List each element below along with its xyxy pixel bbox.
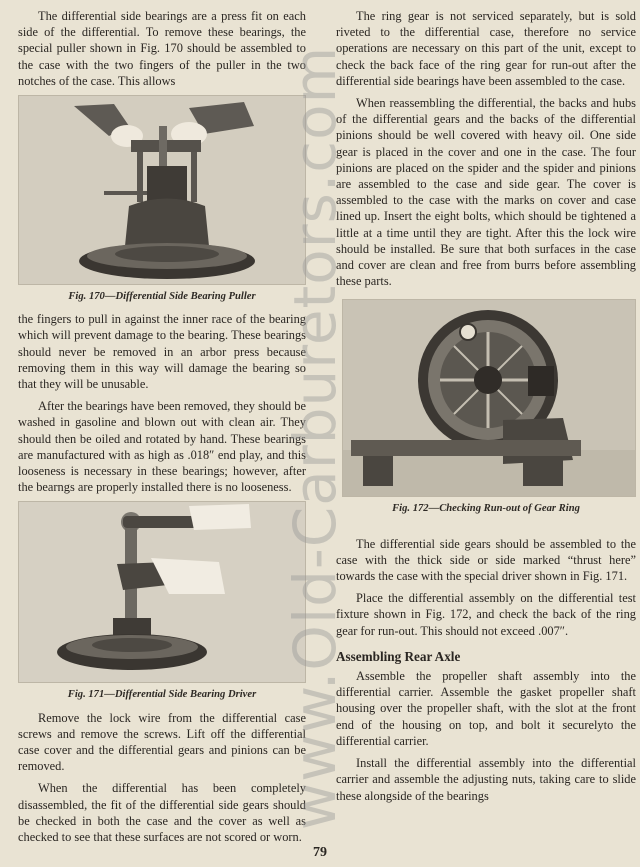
right-column <box>336 8 636 810</box>
paragraph: Assemble the propeller shaft assembly into the differential carrier. Assemble the gasket propeller shaft housing over the propeller shaft, with the slot at the front end of the housing on top, and bolt it securelyto the differential carrier. <box>336 669 636 748</box>
figure-170 <box>18 95 306 305</box>
figure-172 <box>336 299 636 517</box>
paragraph: The differential side bearings are a press fit on each side of the differential. To remove these bearings, the special puller shown in Fig. 170 should be assembled to the case with the two fingers of the puller in the two notches of the case. This allows <box>18 9 306 88</box>
paragraph: The ring gear is not serviced separately, but is sold riveted to the differential case, therefore no service operations are necessary on this part of the unit, except to check the back face of the ring gear for run-out after the differential side bearings have been assembled to the case. <box>336 9 636 88</box>
figure-caption: Fig. 170—Differential Side Bearing Puller <box>68 291 256 303</box>
paragraph: Remove the lock wire from the differential case screws and remove the screws. Lift off the differential case cover and the differential gears and pinions can be removed. <box>18 710 306 774</box>
paragraph: When the differential has been completely disassembled, the fit of the differential side gears should be checked in both the case and the cover as well as checked to see that these surfaces are not scored or worn. <box>18 781 306 845</box>
paragraph: When reassembling the differential, the backs and hubs of the differential gears and the backs of the differential pinions should be well covered with heavy oil. One side gear is placed in the cover and one in the case. The four pinions are placed on the spider and the spider and pinions are assembled to the case and side gear. The cover is assembled to the case with the marks on cover and case lined up. Insert the eight bolts, which should be tightened a little at a time until they are tight. After this the lock wire should be installed. Be sure that both surfaces in the case and cover are clean and free from burrs before assembling these parts. <box>336 96 636 289</box>
section-heading: Assembling Rear Axle <box>336 648 461 664</box>
figure-171 <box>18 501 306 703</box>
gear-ring-fixture-illustration <box>343 300 635 496</box>
bearing-puller-illustration <box>19 96 305 284</box>
figure-caption: Fig. 171—Differential Side Bearing Driver <box>67 689 257 701</box>
paragraph: The differential side gears should be assembled to the case with the thick side or side marked “thrust here” towards the case with the special driver shown in Fig. 171. <box>336 536 636 584</box>
bearing-driver-photo <box>18 501 306 683</box>
paragraph: the fingers to pull in against the inner race of the bearing which will prevent damage to the bearing. These bearings should never be removed in an arbor press because removing them in this way will damage the bearing so that they will be unusable. <box>18 312 306 392</box>
left-column <box>18 8 306 851</box>
bearing-puller-photo <box>18 95 306 285</box>
paragraph: After the bearings have been removed, they should be washed in gasoline and blown out with clean air. They should then be oiled and rotated by hand. These bearings are manufactured with as high as .018″ end play, and this looseness is necessary in these bearings; however, after the bearngs are properly installed there is no looseness. <box>18 399 306 495</box>
figure-caption: Fig. 172—Checking Run-out of Gear Ring <box>392 503 580 515</box>
watermark-text: www.Old-Carburetors.com <box>281 45 349 831</box>
run-out-check-photo <box>342 299 636 497</box>
page-number: 79 <box>313 845 327 860</box>
paragraph: Install the differential assembly into the differential carrier and assemble the adjusting nuts, taking care to slide these alongside of the bearings <box>336 756 636 803</box>
paragraph: Place the differential assembly on the differential test fixture shown in Fig. 172, and check the back of the ring gear for run-out. This should not exceed .007″. <box>336 591 636 638</box>
bearing-driver-illustration <box>19 502 305 682</box>
